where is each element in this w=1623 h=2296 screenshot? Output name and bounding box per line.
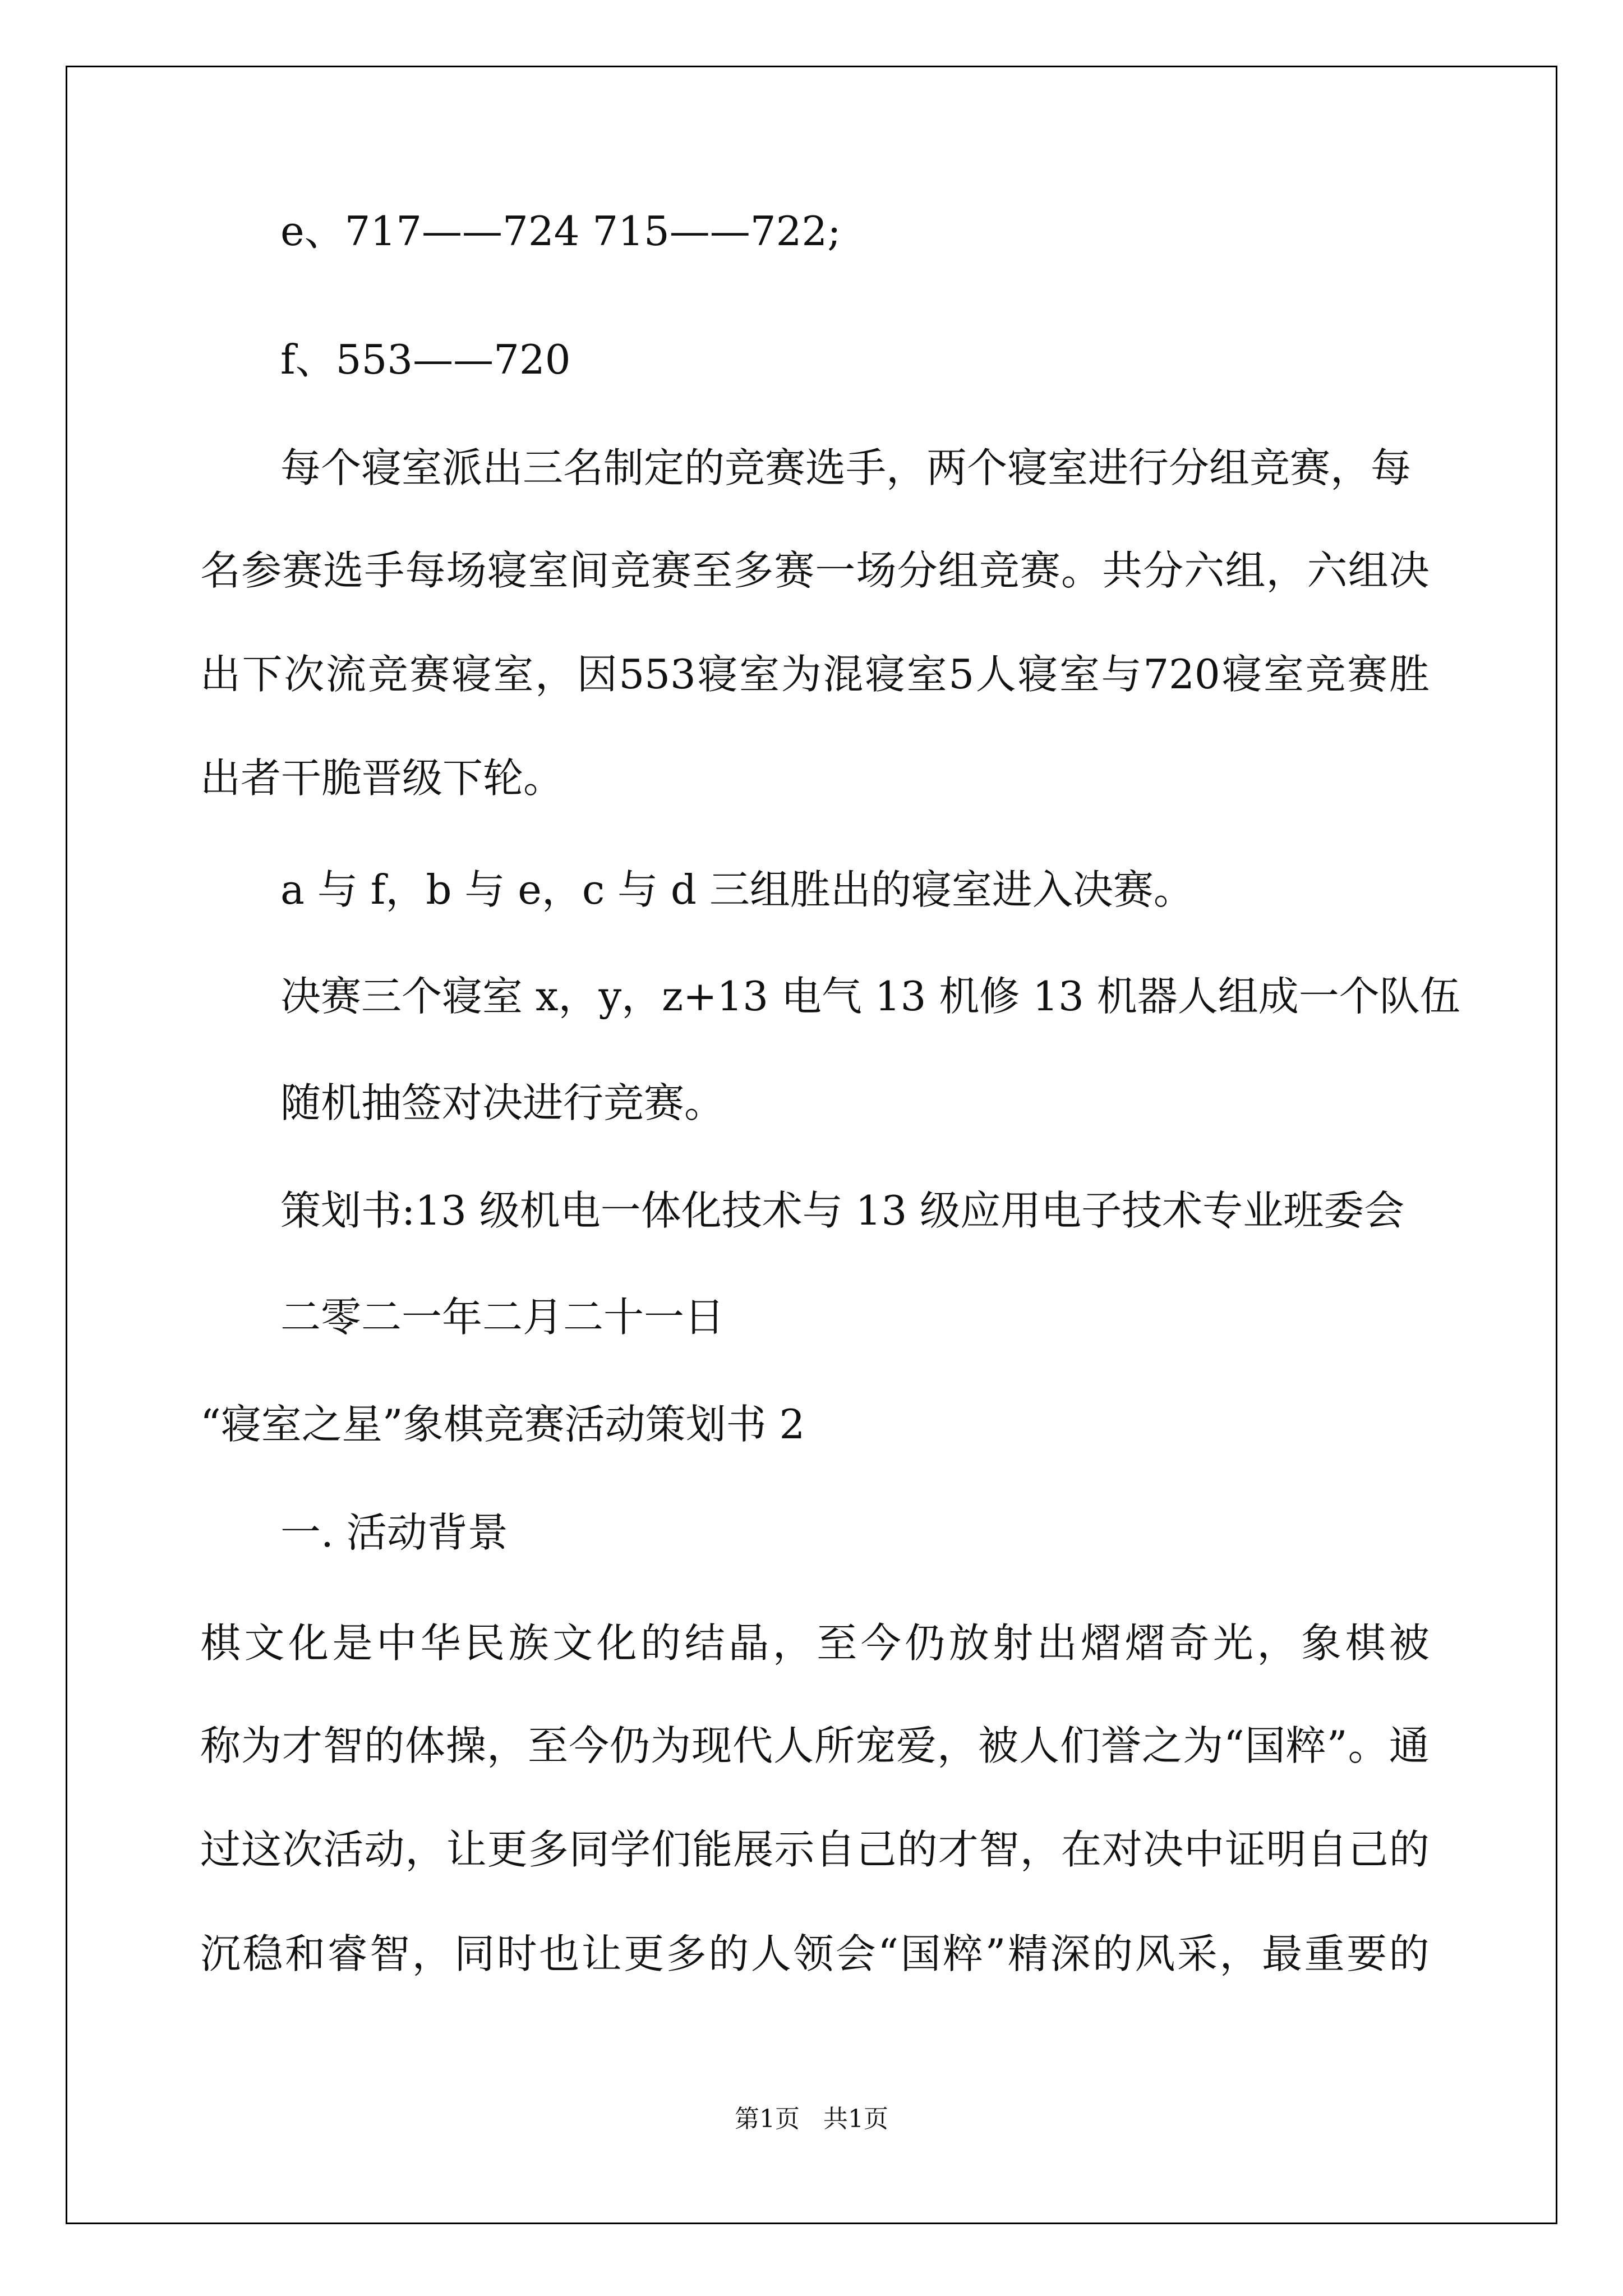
text-line-14: 棋 文 化 是 中 华 民 族 文 化 的 结 晶 ， 至 今 仍 放 射 出 熠 熠 奇 光 ， 象 棋 被	[200, 1619, 1430, 1667]
text-line-11: 二零二一年二月二十一日	[280, 1294, 725, 1341]
text-line-1: e、717——724 715——722;	[280, 208, 841, 255]
text-line-4: 名 参 赛 选 手 每 场 寝 室 间 竞 赛 至 多 赛 一 场 分 组 竞 赛 。 共 分 六 组 ， 六 组 决	[200, 547, 1430, 594]
text-line-15: 称 为 才 智 的 体 操 ， 至 今 仍 为 现 代 人 所 宠 爱 ， 被 人 们 誉 之 为 “ 国 粹 ” 。 通	[200, 1722, 1430, 1769]
text-line-7: a 与 f，b 与 e，c 与 d 三组胜出的寝室进入决赛。	[280, 866, 1194, 913]
section-title: “寝室之星”象棋竞赛活动策划书 2	[200, 1401, 805, 1448]
text-line-5: 出 下 次 流 竞 赛 寝 室 ， 因 553 寝 室 为 混 寝 室 5 人 寝 室 与 720 寝 室 竞 赛 胜	[200, 651, 1430, 698]
text-line-10: 策划书:13 级机电一体化技术与 13 级应用电子技术专业班委会	[280, 1187, 1405, 1234]
text-line-16: 过 这 次 活 动 ， 让 更 多 同 学 们 能 展 示 自 己 的 才 智 ， 在 对 决 中 证 明 自 己 的	[200, 1826, 1430, 1873]
text-line-9: 随机抽签对决进行竞赛。	[280, 1079, 725, 1126]
text-line-8: 决赛三个寝室 x，y，z+13 电气 13 机修 13 机器人组成一个队伍	[280, 973, 1460, 1020]
page-footer: 第1页 共1页	[735, 2105, 888, 2133]
text-line-3: 每个寝室派出三名制定的竞赛选手，两个寝室进行分组竞赛，每	[280, 444, 1412, 491]
text-line-17: 沉 稳 和 睿 智 ， 同 时 也 让 更 多 的 人 领 会 “ 国 粹 ” 精 深 的 风 采 ， 最 重 要 的	[200, 1930, 1430, 1977]
section-heading: 一. 活动背景	[280, 1509, 508, 1556]
text-line-6: 出者干脆晋级下轮。	[200, 754, 564, 802]
page-border	[66, 66, 1557, 2224]
text-line-2: f、553——720	[280, 336, 571, 383]
